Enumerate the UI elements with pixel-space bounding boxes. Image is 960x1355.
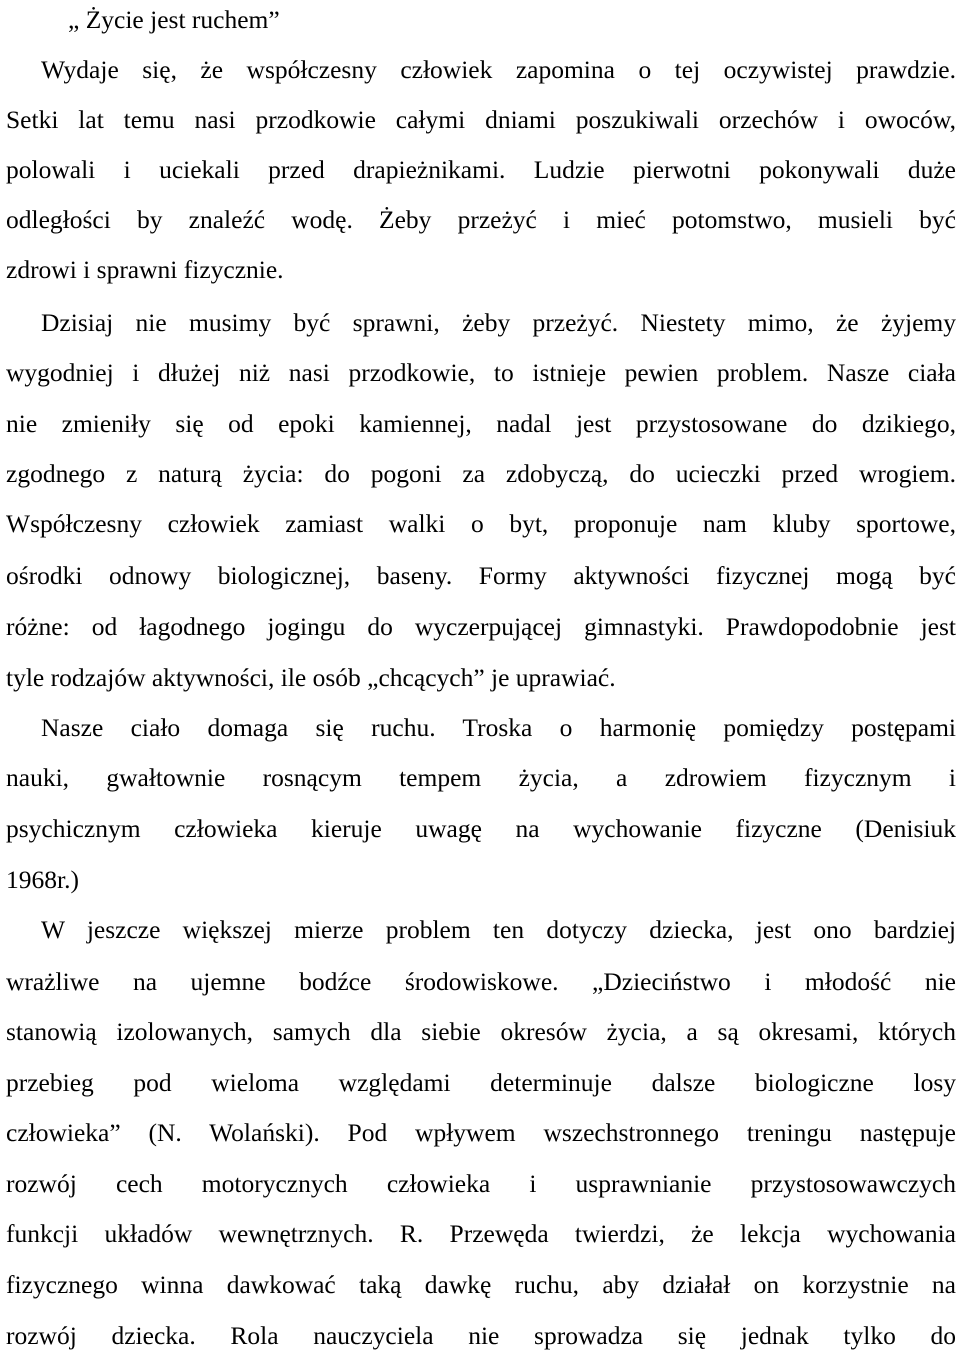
- paragraph-line: stanowią izolowanych, samych dla siebie okresów życia, a są okresami, których: [6, 1017, 956, 1046]
- paragraph-line: wygodniej i dłużej niż nasi przodkowie, to istnieje pewien problem. Nasze ciała: [6, 358, 956, 387]
- paragraph-line: nie zmieniły się od epoki kamiennej, nadal jest przystosowane do dzikiego,: [6, 409, 956, 438]
- paragraph-line: nauki, gwałtownie rosnącym tempem życia, a zdrowiem fizycznym i: [6, 763, 956, 792]
- paragraph-line: odległości by znaleźć wodę. Żeby przeżyć i mieć potomstwo, musieli być: [6, 205, 956, 234]
- paragraph-line: zgodnego z naturą życia: do pogoni za zdobyczą, do ucieczki przed wrogiem.: [6, 459, 956, 488]
- paragraph-line: psychicznym człowieka kieruje uwagę na wychowanie fizyczne (Denisiuk: [6, 814, 956, 843]
- paragraph-line: Współczesny człowiek zamiast walki o byt, proponuje nam kluby sportowe,: [6, 509, 956, 538]
- paragraph-line: Setki lat temu nasi przodkowie całymi dniami poszukiwali orzechów i owoców,: [6, 105, 956, 134]
- paragraph-line: człowieka” (N. Wolański). Pod wpływem wszechstronnego treningu następuje: [6, 1118, 956, 1147]
- paragraph-line: polowali i uciekali przed drapieżnikami. Ludzie pierwotni pokonywali duże: [6, 155, 956, 184]
- paragraph-line: tyle rodzajów aktywności, ile osób „chcących” je uprawiać.: [6, 663, 616, 692]
- paragraph-line: fizycznego winna dawkować taką dawkę ruchu, aby działał on korzystnie na: [6, 1270, 956, 1299]
- document-title: „ Życie jest ruchem”: [68, 5, 280, 34]
- paragraph-line: różne: od łagodnego jogingu do wyczerpującej gimnastyki. Prawdopodobnie jest: [6, 612, 956, 641]
- paragraph-line: Nasze ciało domaga się ruchu. Troska o harmonię pomiędzy postępami: [41, 713, 956, 742]
- paragraph-line: przebieg pod wieloma względami determinuje dalsze biologiczne losy: [6, 1068, 956, 1097]
- paragraph-line: ośrodki odnowy biologicznej, baseny. Formy aktywności fizycznej mogą być: [6, 561, 956, 590]
- paragraph-line: zdrowi i sprawni fizycznie.: [6, 255, 284, 284]
- paragraph-line: 1968r.): [6, 865, 79, 894]
- paragraph-line: Dzisiaj nie musimy być sprawni, żeby przeżyć. Niestety mimo, że żyjemy: [41, 308, 956, 337]
- paragraph-line: rozwój dziecka. Rola nauczyciela nie sprowadza się jednak tylko do: [6, 1321, 956, 1350]
- paragraph-line: funkcji układów wewnętrznych. R. Przewęda twierdzi, że lekcja wychowania: [6, 1219, 956, 1248]
- paragraph-line: Wydaje się, że współczesny człowiek zapomina o tej oczywistej prawdzie.: [41, 55, 956, 84]
- paragraph-line: W jeszcze większej mierze problem ten dotyczy dziecka, jest ono bardziej: [41, 915, 956, 944]
- paragraph-line: rozwój cech motorycznych człowieka i usprawnianie przystosowawczych: [6, 1169, 956, 1198]
- paragraph-line: wrażliwe na ujemne bodźce środowiskowe. „Dzieciństwo i młodość nie: [6, 967, 956, 996]
